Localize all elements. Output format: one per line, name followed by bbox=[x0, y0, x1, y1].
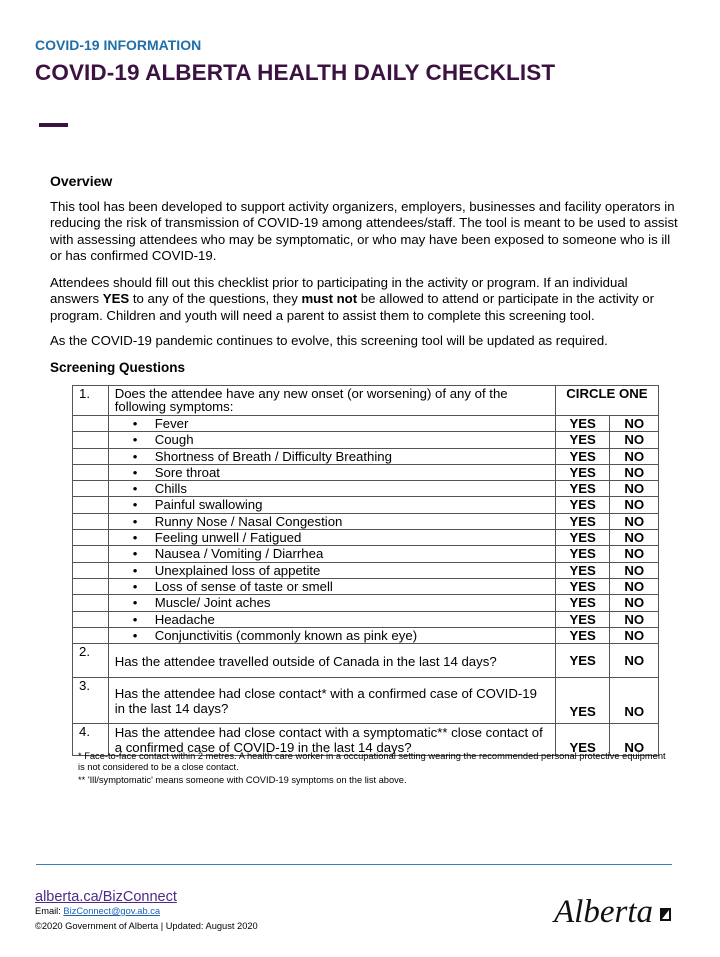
question-number: 3. bbox=[73, 678, 109, 724]
symptom-cell bbox=[108, 448, 555, 464]
symptom-row bbox=[73, 627, 659, 643]
symptom-row bbox=[73, 611, 659, 627]
symptom-number-cell bbox=[73, 578, 109, 594]
answer-yes[interactable]: YES bbox=[555, 595, 610, 611]
symptom-label: Loss of sense of taste or smell bbox=[154, 578, 333, 594]
answer-no[interactable]: NO bbox=[610, 497, 659, 513]
answer-no[interactable]: NO bbox=[610, 530, 659, 546]
circle-one-header: CIRCLE ONE bbox=[555, 386, 658, 416]
symptom-number-cell bbox=[73, 546, 109, 562]
bullet-icon: • bbox=[132, 562, 138, 578]
answer-yes[interactable]: YES bbox=[555, 432, 610, 448]
symptom-label: Unexplained loss of appetite bbox=[154, 562, 321, 578]
answer-yes[interactable]: YES bbox=[555, 497, 610, 513]
answer-yes[interactable]: YES bbox=[555, 481, 610, 497]
bizconnect-link[interactable]: alberta.ca/BizConnect bbox=[35, 889, 177, 905]
symptom-row bbox=[73, 578, 659, 594]
footnote-symptomatic: ** 'Ill/symptomatic' means someone with COVID-19 symptoms on the list above. bbox=[78, 775, 407, 785]
symptom-number-cell bbox=[73, 627, 109, 643]
screening-heading: Screening Questions bbox=[50, 360, 186, 375]
answer-no[interactable]: NO bbox=[610, 611, 659, 627]
symptom-cell bbox=[108, 562, 555, 578]
copyright-line: ©2020 Government of Alberta | Updated: August 2020 bbox=[35, 921, 258, 931]
symptom-cell bbox=[108, 497, 555, 513]
answer-no[interactable]: NO bbox=[610, 448, 659, 464]
symptom-row bbox=[73, 546, 659, 562]
answer-no[interactable]: NO bbox=[610, 416, 659, 432]
symptom-number-cell bbox=[73, 416, 109, 432]
question-number: 4. bbox=[73, 724, 109, 756]
answer-no[interactable]: NO bbox=[610, 432, 659, 448]
symptom-label: Cough bbox=[154, 432, 194, 448]
symptom-label: Conjunctivitis (commonly known as pink eye) bbox=[154, 627, 418, 643]
screening-table bbox=[72, 385, 659, 756]
symptom-row bbox=[73, 432, 659, 448]
bullet-icon: • bbox=[132, 497, 138, 513]
answer-no[interactable]: NO bbox=[610, 627, 659, 643]
symptom-label: Runny Nose / Nasal Congestion bbox=[154, 513, 343, 529]
symptom-row bbox=[73, 562, 659, 578]
symptom-number-cell bbox=[73, 448, 109, 464]
symptom-cell bbox=[108, 464, 555, 480]
symptom-cell bbox=[108, 416, 555, 432]
symptom-label: Feeling unwell / Fatigued bbox=[154, 530, 302, 546]
answer-yes[interactable]: YES bbox=[555, 546, 610, 562]
symptom-row bbox=[73, 530, 659, 546]
symptom-cell bbox=[108, 611, 555, 627]
symptom-cell bbox=[108, 513, 555, 529]
alberta-logo bbox=[550, 888, 680, 937]
answer-no[interactable]: NO bbox=[610, 546, 659, 562]
answer-no[interactable]: NO bbox=[610, 644, 659, 678]
answer-yes[interactable]: YES bbox=[555, 513, 610, 529]
bullet-icon: • bbox=[132, 627, 138, 643]
symptom-label: Shortness of Breath / Difficulty Breathing bbox=[154, 448, 392, 464]
answer-yes[interactable]: YES bbox=[555, 530, 610, 546]
symptom-row bbox=[73, 448, 659, 464]
question-text: Does the attendee have any new onset (or worsening) of any of the following symptoms: bbox=[108, 386, 555, 416]
symptom-label: Nausea / Vomiting / Diarrhea bbox=[154, 546, 324, 562]
overview-heading: Overview bbox=[50, 173, 113, 189]
symptom-label: Sore throat bbox=[154, 464, 220, 480]
answer-no[interactable]: NO bbox=[610, 578, 659, 594]
symptom-cell bbox=[108, 432, 555, 448]
symptom-cell bbox=[108, 595, 555, 611]
symptom-number-cell bbox=[73, 611, 109, 627]
symptom-cell bbox=[108, 578, 555, 594]
bullet-icon: • bbox=[132, 611, 138, 627]
symptom-number-cell bbox=[73, 432, 109, 448]
answer-yes[interactable]: YES bbox=[555, 724, 610, 756]
bullet-icon: • bbox=[132, 481, 138, 497]
answer-yes[interactable]: YES bbox=[555, 627, 610, 643]
answer-yes[interactable]: YES bbox=[555, 448, 610, 464]
symptom-label: Painful swallowing bbox=[154, 497, 263, 513]
answer-no[interactable]: NO bbox=[610, 724, 659, 756]
title-accent-dash bbox=[39, 123, 68, 127]
answer-yes[interactable]: YES bbox=[555, 644, 610, 678]
answer-yes[interactable]: YES bbox=[555, 611, 610, 627]
overview-paragraph-3: As the COVID-19 pandemic continues to evolve, this screening tool will be updated as required. bbox=[50, 333, 608, 348]
bullet-icon: • bbox=[132, 578, 138, 594]
symptom-number-cell bbox=[73, 464, 109, 480]
email-line bbox=[35, 906, 160, 916]
question-text: Has the attendee travelled outside of Canada in the last 14 days? bbox=[114, 654, 497, 670]
question-row-3 bbox=[73, 678, 659, 724]
answer-yes[interactable]: YES bbox=[555, 678, 610, 724]
question-text: Has the attendee had close contact* with a confirmed case of COVID-19 in the last 14 days? bbox=[114, 686, 537, 717]
symptom-number-cell bbox=[73, 530, 109, 546]
symptom-number-cell bbox=[73, 595, 109, 611]
page-title: COVID-19 ALBERTA HEALTH DAILY CHECKLIST bbox=[35, 60, 556, 85]
symptom-number-cell bbox=[73, 497, 109, 513]
symptom-row bbox=[73, 513, 659, 529]
question-row-2 bbox=[73, 644, 659, 678]
question-number: 2. bbox=[73, 644, 109, 678]
answer-no[interactable]: NO bbox=[610, 562, 659, 578]
answer-no[interactable]: NO bbox=[610, 513, 659, 529]
symptom-cell bbox=[108, 530, 555, 546]
answer-no[interactable]: NO bbox=[610, 464, 659, 480]
overview-paragraph-2: Attendees should fill out this checklist prior to participating in the activity or program. If an individual answers YES to any of the questions, they must not be allowed to attend or participate in the activity or program. Children and youth will need a parent to assist them to complete this screening tool. bbox=[50, 275, 655, 323]
symptom-row bbox=[73, 416, 659, 432]
question-text: Has the attendee had close contact with a symptomatic** close contact of a confirmed case of COVID-19 in the last 14 days? bbox=[114, 725, 543, 756]
email-link[interactable]: BizConnect@gov.ab.ca bbox=[63, 906, 161, 916]
symptom-row bbox=[73, 464, 659, 480]
symptom-cell bbox=[108, 546, 555, 562]
bullet-icon: • bbox=[132, 530, 138, 546]
bullet-icon: • bbox=[132, 513, 138, 529]
symptom-row bbox=[73, 595, 659, 611]
answer-no[interactable]: NO bbox=[610, 595, 659, 611]
answer-yes[interactable]: YES bbox=[555, 562, 610, 578]
answer-no[interactable]: NO bbox=[610, 481, 659, 497]
footer-divider bbox=[36, 864, 672, 865]
symptom-row bbox=[73, 497, 659, 513]
symptom-number-cell bbox=[73, 481, 109, 497]
email-label: Email: bbox=[35, 906, 64, 916]
symptom-cell bbox=[108, 627, 555, 643]
alberta-logo-wordmark: Alberta bbox=[554, 894, 653, 930]
answer-yes[interactable]: YES bbox=[555, 416, 610, 432]
symptom-cell bbox=[108, 481, 555, 497]
bullet-icon: • bbox=[132, 448, 138, 464]
alberta-logo-icon bbox=[550, 888, 680, 932]
bullet-icon: • bbox=[132, 595, 138, 611]
answer-no[interactable]: NO bbox=[610, 678, 659, 724]
bullet-icon: • bbox=[132, 464, 138, 480]
bullet-icon: • bbox=[132, 432, 138, 448]
symptom-number-cell bbox=[73, 562, 109, 578]
answer-yes[interactable]: YES bbox=[555, 464, 610, 480]
symptom-label: Chills bbox=[154, 481, 187, 497]
symptom-number-cell bbox=[73, 513, 109, 529]
section-kicker: COVID-19 INFORMATION bbox=[35, 37, 202, 53]
question-number: 1. bbox=[73, 386, 109, 416]
symptom-label: Muscle/ Joint aches bbox=[154, 595, 271, 611]
symptom-label: Fever bbox=[154, 416, 189, 431]
footnote-close-contact: * Face-to-face contact within 2 metres. A health care worker in a occupational setting wearing the recommended personal protective equipment is not considered to be a close contact. bbox=[78, 751, 666, 772]
bullet-icon: • bbox=[132, 416, 138, 431]
question-row-1 bbox=[73, 386, 659, 416]
symptom-label: Headache bbox=[154, 611, 215, 627]
symptom-row bbox=[73, 481, 659, 497]
answer-yes[interactable]: YES bbox=[555, 578, 610, 594]
bullet-icon: • bbox=[132, 546, 138, 562]
overview-paragraph-1: This tool has been developed to support activity organizers, employers, businesses and facility operators in reducing the risk of transmission of COVID-19 among attendees/staff. The tool is meant to be used to assist with assessing attendees who may be symptomatic, or who may have been exposed to someone who is ill or has confirmed COVID-19. bbox=[50, 199, 678, 263]
